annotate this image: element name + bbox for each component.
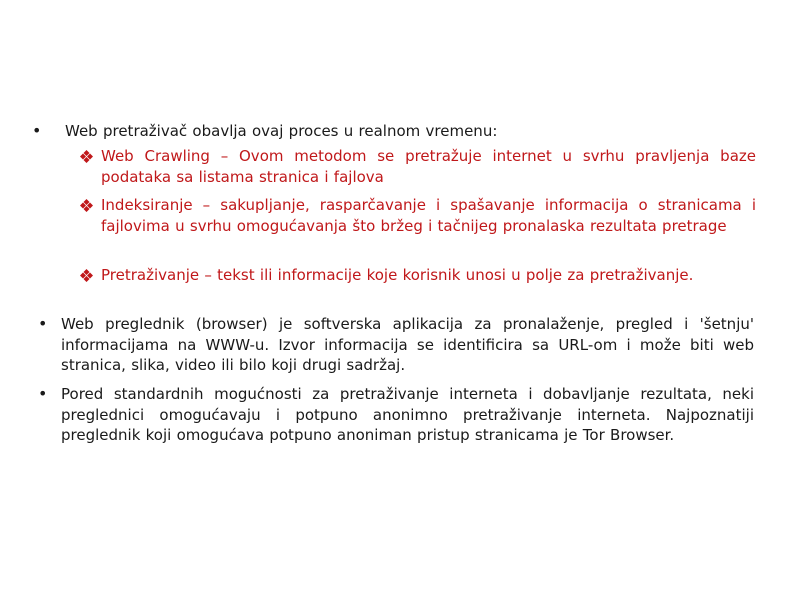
diamond-bullet-icon <box>80 150 93 163</box>
diamond-bullet-icon <box>80 269 93 282</box>
bullet-dot-icon: • <box>38 314 48 333</box>
sub-text-indexing: Indeksiranje – sakupljanje, rasparčavanje i spašavanje informacija o stranicama i fajlovima u svrhu omogućavanja što bržeg i tačnijeg pronalaska rezultata pretrage <box>101 196 756 235</box>
sub-text-crawling: Web Crawling – Ovom metodom se pretražuje internet u svrhu pravljenja baze podataka sa listama stranica i fajlova <box>101 147 756 186</box>
bullet-text-standard: Pored standardnih mogućnosti za pretraživanje interneta i dobavljanje rezultata, neki preglednici omogućavaju i potpuno anonimno pretraživanje interneta. Najpoznatiji preglednik koji omogućava potpuno anoniman pristup stranicama je Tor Browser. <box>61 385 754 444</box>
sub-item-crawling <box>80 146 756 187</box>
sub-item-indexing <box>80 195 756 236</box>
bullet-text-intro: Web pretraživač obavlja ovaj proces u realnom vremenu: <box>65 122 498 140</box>
bullet-dot-icon: • <box>38 384 48 403</box>
diamond-bullet-icon <box>80 199 93 212</box>
bullet-item-browser <box>38 314 754 376</box>
sub-item-searching <box>80 265 756 286</box>
bullet-item-intro <box>32 121 732 142</box>
bullet-dot-icon: • <box>32 121 42 140</box>
bullet-item-standard <box>38 384 754 446</box>
sub-text-searching: Pretraživanje – tekst ili informacije koje korisnik unosi u polje za pretraživanje. <box>101 266 694 284</box>
bullet-text-browser: Web preglednik (browser) je softverska aplikacija za pronalaženje, pregled i 'šetnju' informacijama na WWW-u. Izvor informacija se identificira sa URL-om i može biti web stranica, slika, video ili bilo koji drugi sadržaj. <box>61 315 754 374</box>
